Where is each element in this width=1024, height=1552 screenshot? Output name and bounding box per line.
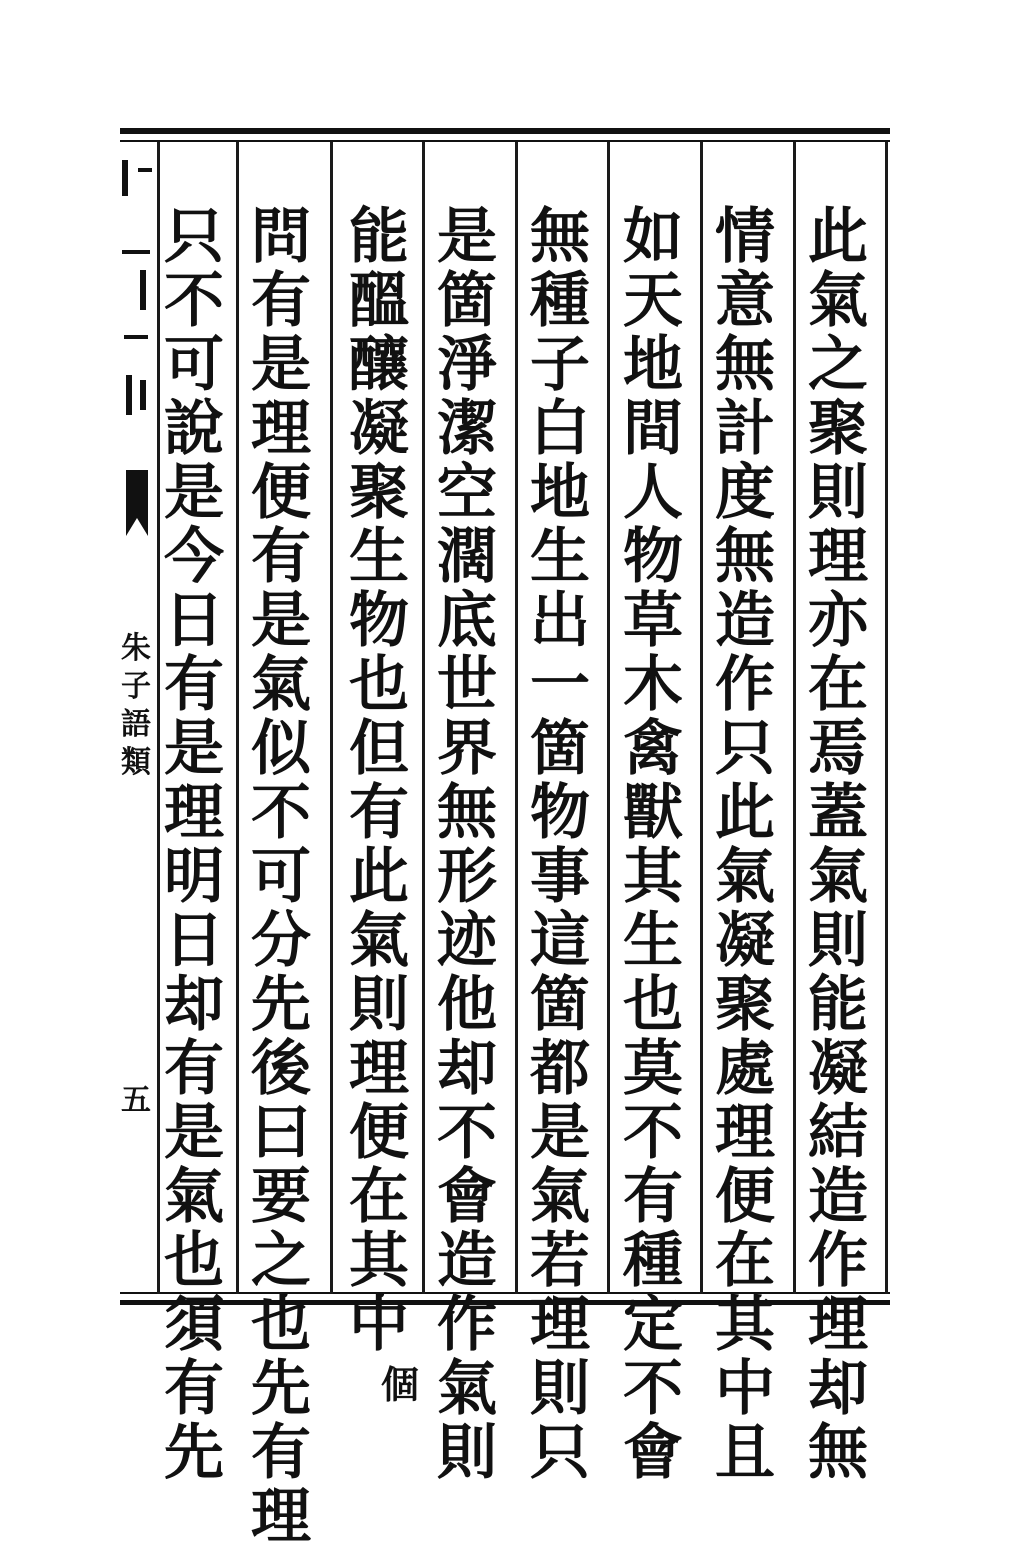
column-character: 則 xyxy=(530,1354,590,1424)
column-divider xyxy=(515,142,518,1294)
column-character: 只 xyxy=(715,714,775,784)
column-divider xyxy=(793,142,796,1294)
column-character: 物 xyxy=(623,522,683,592)
column-character: 理 xyxy=(251,394,311,464)
column-character: 須 xyxy=(164,1290,224,1360)
column-character: 中 xyxy=(349,1290,409,1360)
column-character: 後 xyxy=(251,1034,311,1104)
column-character: 是 xyxy=(251,330,311,400)
column-character: 之 xyxy=(808,330,868,400)
column-character: 也 xyxy=(251,1290,311,1360)
column-character: 若 xyxy=(530,1226,590,1296)
column-character: 也 xyxy=(349,650,409,720)
column-character: 子 xyxy=(530,330,590,400)
column-character: 有 xyxy=(164,1034,224,1104)
column-character: 地 xyxy=(530,458,590,528)
column-character: 釀 xyxy=(349,330,409,400)
text-column-5 xyxy=(431,202,503,1488)
column-character: 問 xyxy=(251,202,311,272)
margin-title-character: 子 xyxy=(121,669,151,704)
column-character: 理 xyxy=(808,1290,868,1360)
column-character: 日 xyxy=(164,906,224,976)
column-character: 且 xyxy=(715,1418,775,1488)
column-character: 聚 xyxy=(808,394,868,464)
column-character: 此 xyxy=(808,202,868,272)
column-character: 曰 xyxy=(251,1098,311,1168)
column-character: 事 xyxy=(530,842,590,912)
text-column-6 xyxy=(339,202,420,1407)
column-character: 造 xyxy=(437,1226,497,1296)
column-character: 有 xyxy=(251,266,311,336)
column-character: 迹 xyxy=(437,906,497,976)
column-character: 似 xyxy=(251,714,311,784)
column-divider xyxy=(607,142,610,1294)
margin-top-marks xyxy=(118,160,158,420)
column-character: 草 xyxy=(623,586,683,656)
column-character: 無 xyxy=(715,522,775,592)
column-character: 可 xyxy=(164,330,224,400)
column-character: 人 xyxy=(623,458,683,528)
column-divider xyxy=(330,142,333,1294)
column-character: 獸 xyxy=(623,778,683,848)
column-character: 造 xyxy=(808,1162,868,1232)
top-border-thick xyxy=(120,128,890,134)
column-character: 氣 xyxy=(437,1354,497,1424)
column-character: 也 xyxy=(623,970,683,1040)
margin-title-character: 朱 xyxy=(121,631,151,666)
column-character: 焉 xyxy=(808,714,868,784)
column-character: 氣 xyxy=(349,906,409,976)
column-character: 這 xyxy=(530,906,590,976)
column-character: 計 xyxy=(715,394,775,464)
column-character: 醞 xyxy=(349,266,409,336)
column-character: 蓋 xyxy=(808,778,868,848)
column-character: 不 xyxy=(164,266,224,336)
column-character: 是 xyxy=(164,1098,224,1168)
column-character: 只 xyxy=(530,1418,590,1488)
margin-title-character: 類 xyxy=(121,745,151,780)
column-character: 無 xyxy=(530,202,590,272)
column-character: 界 xyxy=(437,714,497,784)
column-character: 有 xyxy=(164,1354,224,1424)
column-character: 底 xyxy=(437,586,497,656)
column-character: 也 xyxy=(164,1226,224,1296)
column-character: 有 xyxy=(623,1162,683,1232)
column-character: 無 xyxy=(715,330,775,400)
column-character: 無 xyxy=(437,778,497,848)
column-character: 理 xyxy=(164,778,224,848)
text-column-7 xyxy=(245,202,317,1552)
text-column-2 xyxy=(709,202,781,1488)
column-character: 明 xyxy=(164,842,224,912)
column-character: 作 xyxy=(715,650,775,720)
column-character: 理 xyxy=(349,1034,409,1104)
column-character: 氣 xyxy=(808,266,868,336)
column-character: 其 xyxy=(715,1290,775,1360)
column-divider-outer xyxy=(885,142,888,1294)
text-column-8 xyxy=(158,202,230,1488)
column-character: 氣 xyxy=(808,842,868,912)
column-character: 只 xyxy=(164,202,224,272)
column-character: 有 xyxy=(251,1418,311,1488)
column-character: 此 xyxy=(349,842,409,912)
column-divider xyxy=(700,142,703,1294)
column-character: 出 xyxy=(530,586,590,656)
column-character: 在 xyxy=(349,1162,409,1232)
column-character: 則 xyxy=(808,906,868,976)
column-character: 一 xyxy=(530,650,590,720)
column-character: 其 xyxy=(349,1226,409,1296)
column-character: 都 xyxy=(530,1034,590,1104)
column-character: 間 xyxy=(623,394,683,464)
column-character: 聚 xyxy=(715,970,775,1040)
column-character: 木 xyxy=(623,650,683,720)
column-character: 便 xyxy=(715,1162,775,1232)
column-character: 能 xyxy=(808,970,868,1040)
column-character: 在 xyxy=(715,1226,775,1296)
column-character: 分 xyxy=(251,906,311,976)
column-character: 則 xyxy=(808,458,868,528)
page-number: 五 xyxy=(121,1083,151,1118)
column-character: 箇 xyxy=(530,970,590,1040)
column-character: 不 xyxy=(437,1098,497,1168)
column-character: 則 xyxy=(437,1418,497,1488)
column-character: 便 xyxy=(251,458,311,528)
column-character: 種 xyxy=(623,1226,683,1296)
margin-title-character: 語 xyxy=(121,707,151,742)
column-character: 作 xyxy=(808,1226,868,1296)
column-character: 可 xyxy=(251,842,311,912)
fishtail-mark xyxy=(126,470,148,518)
column-character: 但 xyxy=(349,714,409,784)
column-character: 先 xyxy=(251,1354,311,1424)
column-character: 日 xyxy=(164,586,224,656)
column-character: 結 xyxy=(808,1098,868,1168)
column-character: 理 xyxy=(808,522,868,592)
interlinear-note: 個 xyxy=(381,1362,420,1407)
column-character: 凝 xyxy=(349,394,409,464)
column-character: 情 xyxy=(715,202,775,272)
column-character: 天 xyxy=(623,266,683,336)
column-character: 理 xyxy=(251,1482,311,1552)
column-character: 濶 xyxy=(437,522,497,592)
column-character: 則 xyxy=(349,970,409,1040)
column-character: 先 xyxy=(164,1418,224,1488)
column-character: 凝 xyxy=(808,1034,868,1104)
column-character: 說 xyxy=(164,394,224,464)
column-character: 淨 xyxy=(437,330,497,400)
column-character: 定 xyxy=(623,1290,683,1360)
column-character: 處 xyxy=(715,1034,775,1104)
column-character: 意 xyxy=(715,266,775,336)
column-character: 如 xyxy=(623,202,683,272)
column-character: 此 xyxy=(715,778,775,848)
column-character: 會 xyxy=(437,1162,497,1232)
column-character: 空 xyxy=(437,458,497,528)
column-character: 能 xyxy=(349,202,409,272)
column-character: 却 xyxy=(164,970,224,1040)
text-column-4 xyxy=(524,202,596,1488)
column-character: 氣 xyxy=(251,650,311,720)
column-character: 莫 xyxy=(623,1034,683,1104)
column-character: 形 xyxy=(437,842,497,912)
column-character: 其 xyxy=(623,842,683,912)
column-character: 亦 xyxy=(808,586,868,656)
column-character: 世 xyxy=(437,650,497,720)
column-character: 生 xyxy=(530,522,590,592)
text-column-3 xyxy=(617,202,689,1488)
column-character: 理 xyxy=(715,1098,775,1168)
column-character: 物 xyxy=(530,778,590,848)
column-character: 氣 xyxy=(715,842,775,912)
column-character: 種 xyxy=(530,266,590,336)
column-character: 氣 xyxy=(164,1162,224,1232)
column-character: 是 xyxy=(164,714,224,784)
column-character: 度 xyxy=(715,458,775,528)
column-character: 箇 xyxy=(530,714,590,784)
column-character: 在 xyxy=(808,650,868,720)
column-character: 造 xyxy=(715,586,775,656)
column-character: 會 xyxy=(623,1418,683,1488)
column-character: 他 xyxy=(437,970,497,1040)
column-character: 聚 xyxy=(349,458,409,528)
column-character: 氣 xyxy=(530,1162,590,1232)
column-character: 有 xyxy=(164,650,224,720)
column-character: 凝 xyxy=(715,906,775,976)
column-character: 作 xyxy=(437,1290,497,1360)
column-character: 有 xyxy=(251,522,311,592)
column-character: 白 xyxy=(530,394,590,464)
column-character: 今 xyxy=(164,522,224,592)
column-character: 潔 xyxy=(437,394,497,464)
column-character: 生 xyxy=(623,906,683,976)
column-character: 之 xyxy=(251,1226,311,1296)
column-divider xyxy=(236,142,239,1294)
margin-book-title xyxy=(120,630,152,782)
column-character: 有 xyxy=(349,778,409,848)
column-character: 却 xyxy=(808,1354,868,1424)
column-character: 是 xyxy=(437,202,497,272)
column-character: 不 xyxy=(251,778,311,848)
column-character: 要 xyxy=(251,1162,311,1232)
column-character: 理 xyxy=(530,1290,590,1360)
column-character: 便 xyxy=(349,1098,409,1168)
column-divider xyxy=(422,142,425,1294)
column-character: 不 xyxy=(623,1354,683,1424)
column-character: 禽 xyxy=(623,714,683,784)
column-character: 無 xyxy=(808,1418,868,1488)
column-character: 却 xyxy=(437,1034,497,1104)
text-column-1 xyxy=(802,202,874,1488)
column-character: 先 xyxy=(251,970,311,1040)
column-character: 物 xyxy=(349,586,409,656)
column-character: 地 xyxy=(623,330,683,400)
column-character: 生 xyxy=(349,522,409,592)
column-character: 中 xyxy=(715,1354,775,1424)
column-character: 是 xyxy=(530,1098,590,1168)
column-character: 是 xyxy=(251,586,311,656)
column-character: 箇 xyxy=(437,266,497,336)
column-character: 不 xyxy=(623,1098,683,1168)
column-character: 是 xyxy=(164,458,224,528)
